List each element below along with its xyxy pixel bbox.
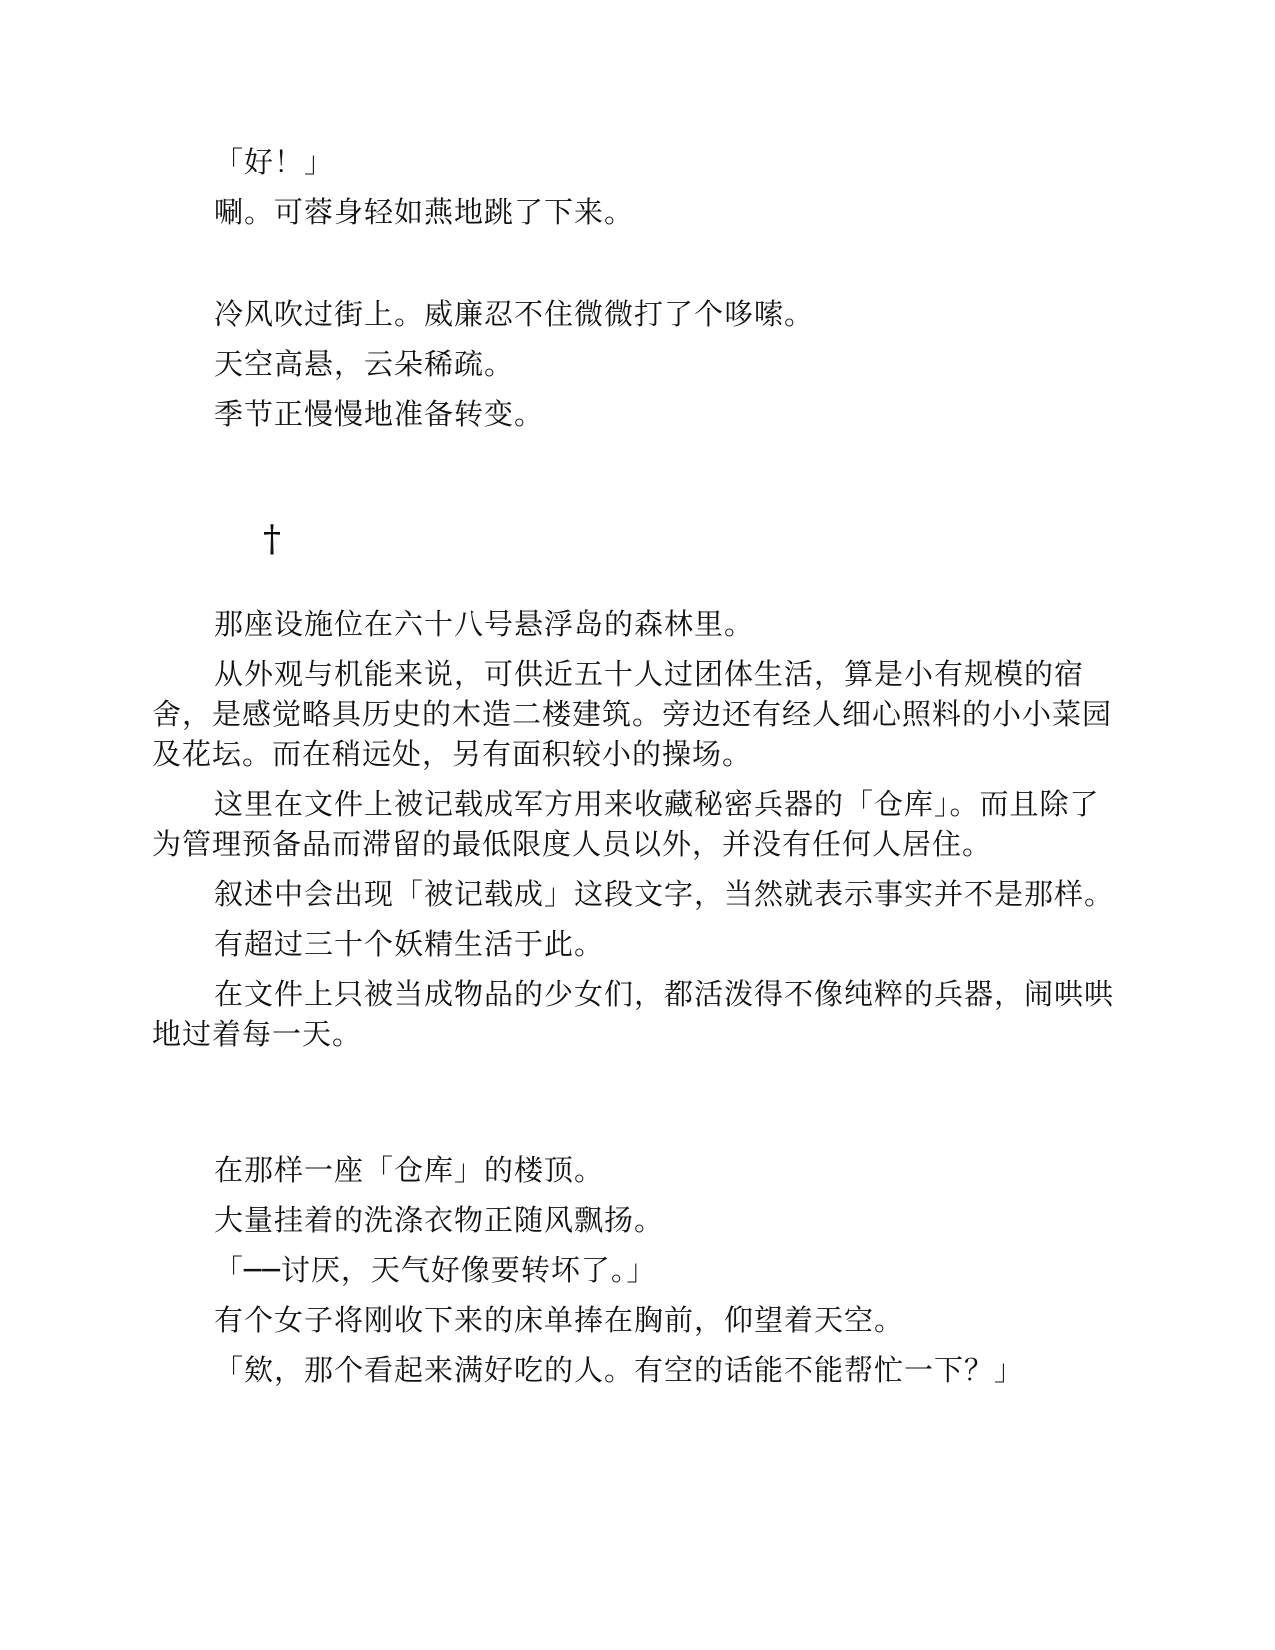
paragraph: 那座设施位在六十八号悬浮岛的森林里。 bbox=[214, 607, 755, 641]
paragraph: 季节正慢慢地准备转变。 bbox=[214, 397, 545, 431]
paragraph: 叙述中会出现「被记载成」这段文字，当然就表示事实并不是那样。 bbox=[214, 877, 1115, 911]
paragraph: 大量挂着的洗涤衣物正随风飘扬。 bbox=[214, 1203, 665, 1237]
section-separator-dagger: † bbox=[263, 519, 281, 560]
paragraph: 有超过三十个妖精生活于此。 bbox=[214, 927, 605, 961]
section-2 bbox=[152, 294, 1124, 434]
paragraph: 「好！」 bbox=[214, 145, 335, 179]
paragraph: 「──讨厌，天气好像要转坏了。」 bbox=[214, 1253, 657, 1287]
section-3 bbox=[152, 604, 1124, 1054]
paragraph: 冷风吹过街上。威廉忍不住微微打了个哆嗦。 bbox=[214, 297, 815, 331]
paragraph: 在文件上只被当成物品的少女们，都活泼得不像纯粹的兵器，闹哄哄地过着每一天。 bbox=[152, 977, 1115, 1051]
paragraph: 唰。可蓉身轻如燕地跳了下来。 bbox=[214, 195, 635, 229]
paragraph: 这里在文件上被记载成军方用来收藏秘密兵器的「仓库」。而且除了为管理预备品而滞留的最低限度人员以外，并没有任何人居住。 bbox=[152, 787, 1100, 861]
section-4 bbox=[152, 1150, 1124, 1390]
paragraph: 在那样一座「仓库」的楼顶。 bbox=[214, 1153, 605, 1187]
paragraph: 从外观与机能来说，可供近五十人过团体生活，算是小有规模的宿舍，是感觉略具历史的木造二楼建筑。旁边还有经人细心照料的小小菜园及花坛。而在稍远处，另有面积较小的操场。 bbox=[152, 657, 1113, 771]
paragraph: 天空高悬，云朵稀疏。 bbox=[214, 347, 515, 381]
section-1 bbox=[152, 142, 1124, 232]
paragraph: 有个女子将刚收下来的床单捧在胸前，仰望着天空。 bbox=[214, 1303, 905, 1337]
paragraph: 「欸，那个看起来满好吃的人。有空的话能不能帮忙一下？」 bbox=[214, 1353, 1025, 1387]
